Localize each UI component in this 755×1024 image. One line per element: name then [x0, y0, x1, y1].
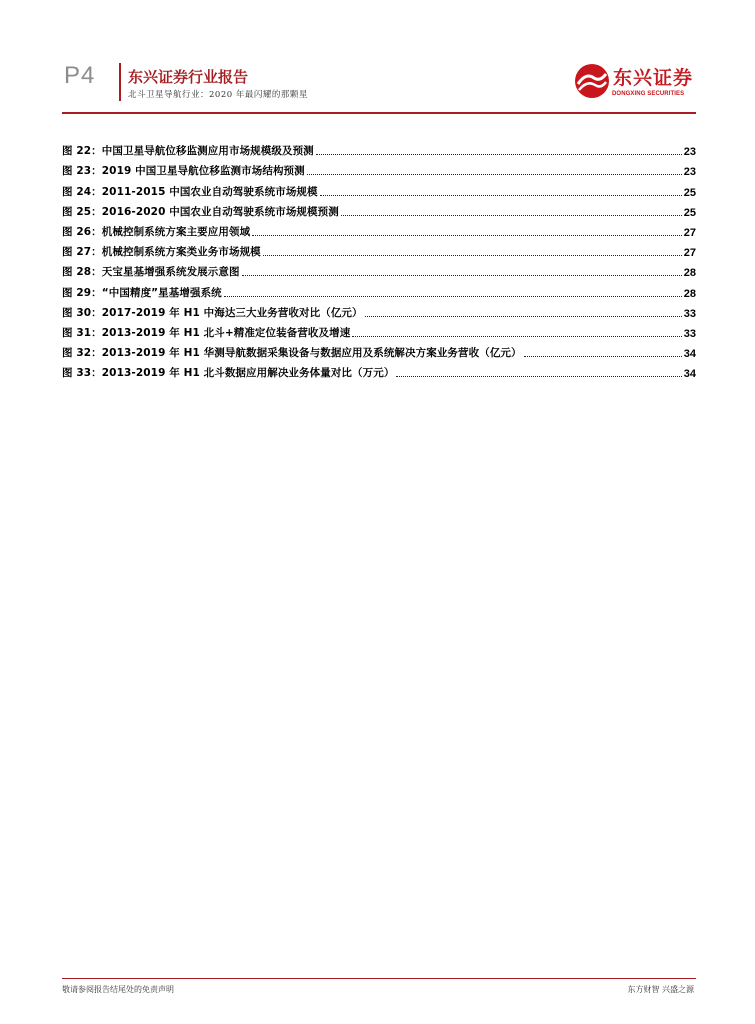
- toc-entry[interactable]: [62, 300, 696, 320]
- toc-leader-dots: [320, 194, 682, 196]
- toc-leader-dots: [242, 274, 682, 276]
- toc-entry-page: 23: [683, 166, 696, 179]
- toc-entry-label: 图 27：机械控制系统方案类业务市场规模: [62, 246, 261, 259]
- toc-entry-label: 图 25：2016-2020 中国农业自动驾驶系统市场规模预测: [62, 205, 339, 218]
- toc-entry-page: 33: [683, 327, 696, 340]
- toc-entry-page: 33: [683, 307, 696, 320]
- footer-slogan: 东方财智 兴盛之源: [627, 985, 694, 994]
- toc-entry-page: 25: [683, 206, 696, 219]
- toc-entry[interactable]: [62, 279, 696, 299]
- toc-entry[interactable]: [62, 320, 696, 340]
- toc-entry-label: 图 26：机械控制系统方案主要应用领域: [62, 225, 251, 238]
- toc-entry[interactable]: [62, 219, 696, 239]
- toc-entry-label: 图 28：天宝星基增强系统发展示意图: [62, 266, 240, 279]
- toc-entry-label: 图 31：2013-2019 年 H1 北斗+精准定位装备营收及增速: [62, 326, 351, 339]
- toc-leader-dots: [524, 355, 682, 357]
- toc-entry-label: 图 30：2017-2019 年 H1 中海达三大业务营收对比（亿元）: [62, 306, 363, 319]
- page-number: P4: [64, 62, 96, 89]
- disclaimer-note: 敬请参阅报告结尾处的免责声明: [62, 985, 174, 994]
- toc-entry-page: 34: [683, 368, 696, 381]
- toc-entry-page: 27: [683, 226, 696, 239]
- page-header: [0, 0, 755, 110]
- toc-leader-dots: [365, 315, 682, 317]
- toc-leader-dots: [316, 153, 682, 155]
- toc-leader-dots: [341, 214, 682, 216]
- toc-leader-dots: [263, 254, 682, 256]
- toc-entry[interactable]: [62, 360, 696, 380]
- toc-entry-label: 图 24：2011-2015 中国农业自动驾驶系统市场规模: [62, 185, 318, 198]
- toc-leader-dots: [307, 173, 682, 175]
- footer-rule: [62, 978, 696, 979]
- toc-leader-dots: [224, 295, 682, 297]
- toc-entry-page: 23: [683, 146, 696, 159]
- toc-leader-dots: [252, 234, 682, 236]
- toc-entry-page: 25: [683, 186, 696, 199]
- toc-entry-label: 图 23：2019 中国卫星导航位移监测市场结构预测: [62, 165, 305, 178]
- report-brand-title: 东兴证券行业报告: [128, 68, 249, 86]
- toc-entry-page: 34: [683, 348, 696, 361]
- toc-entry-label: 图 32：2013-2019 年 H1 华测导航数据采集设备与数据应用及系统解决方案业务营收（亿元）: [62, 347, 522, 360]
- toc-entry-page: 28: [683, 287, 696, 300]
- report-subtitle: 北斗卫星导航行业：2020 年最闪耀的那颗星: [128, 90, 308, 100]
- toc-entry[interactable]: [62, 340, 696, 360]
- toc-entry[interactable]: [62, 199, 696, 219]
- header-rule: [62, 112, 696, 114]
- logo-text-en: DONGXING SECURITIES: [612, 91, 685, 97]
- toc-entry-page: 28: [683, 267, 696, 280]
- toc-leader-dots: [352, 335, 681, 337]
- toc-leader-dots: [396, 375, 681, 377]
- header-divider: [119, 63, 121, 101]
- toc-entry[interactable]: [62, 158, 696, 178]
- toc-entry-label: 图 33：2013-2019 年 H1 北斗数据应用解决业务体量对比（万元）: [62, 367, 395, 380]
- toc-entry-page: 27: [683, 247, 696, 260]
- toc-entry[interactable]: [62, 239, 696, 259]
- toc-entry[interactable]: [62, 259, 696, 279]
- toc-entry-label: 图 22：中国卫星导航位移监测应用市场规模级及预测: [62, 145, 314, 158]
- logo-text-cn: 东兴证券: [613, 67, 694, 89]
- toc-entry-label: 图 29：“中国精度”星基增强系统: [62, 286, 222, 299]
- figure-list: [62, 138, 696, 380]
- toc-entry[interactable]: [62, 178, 696, 198]
- toc-entry[interactable]: [62, 138, 696, 158]
